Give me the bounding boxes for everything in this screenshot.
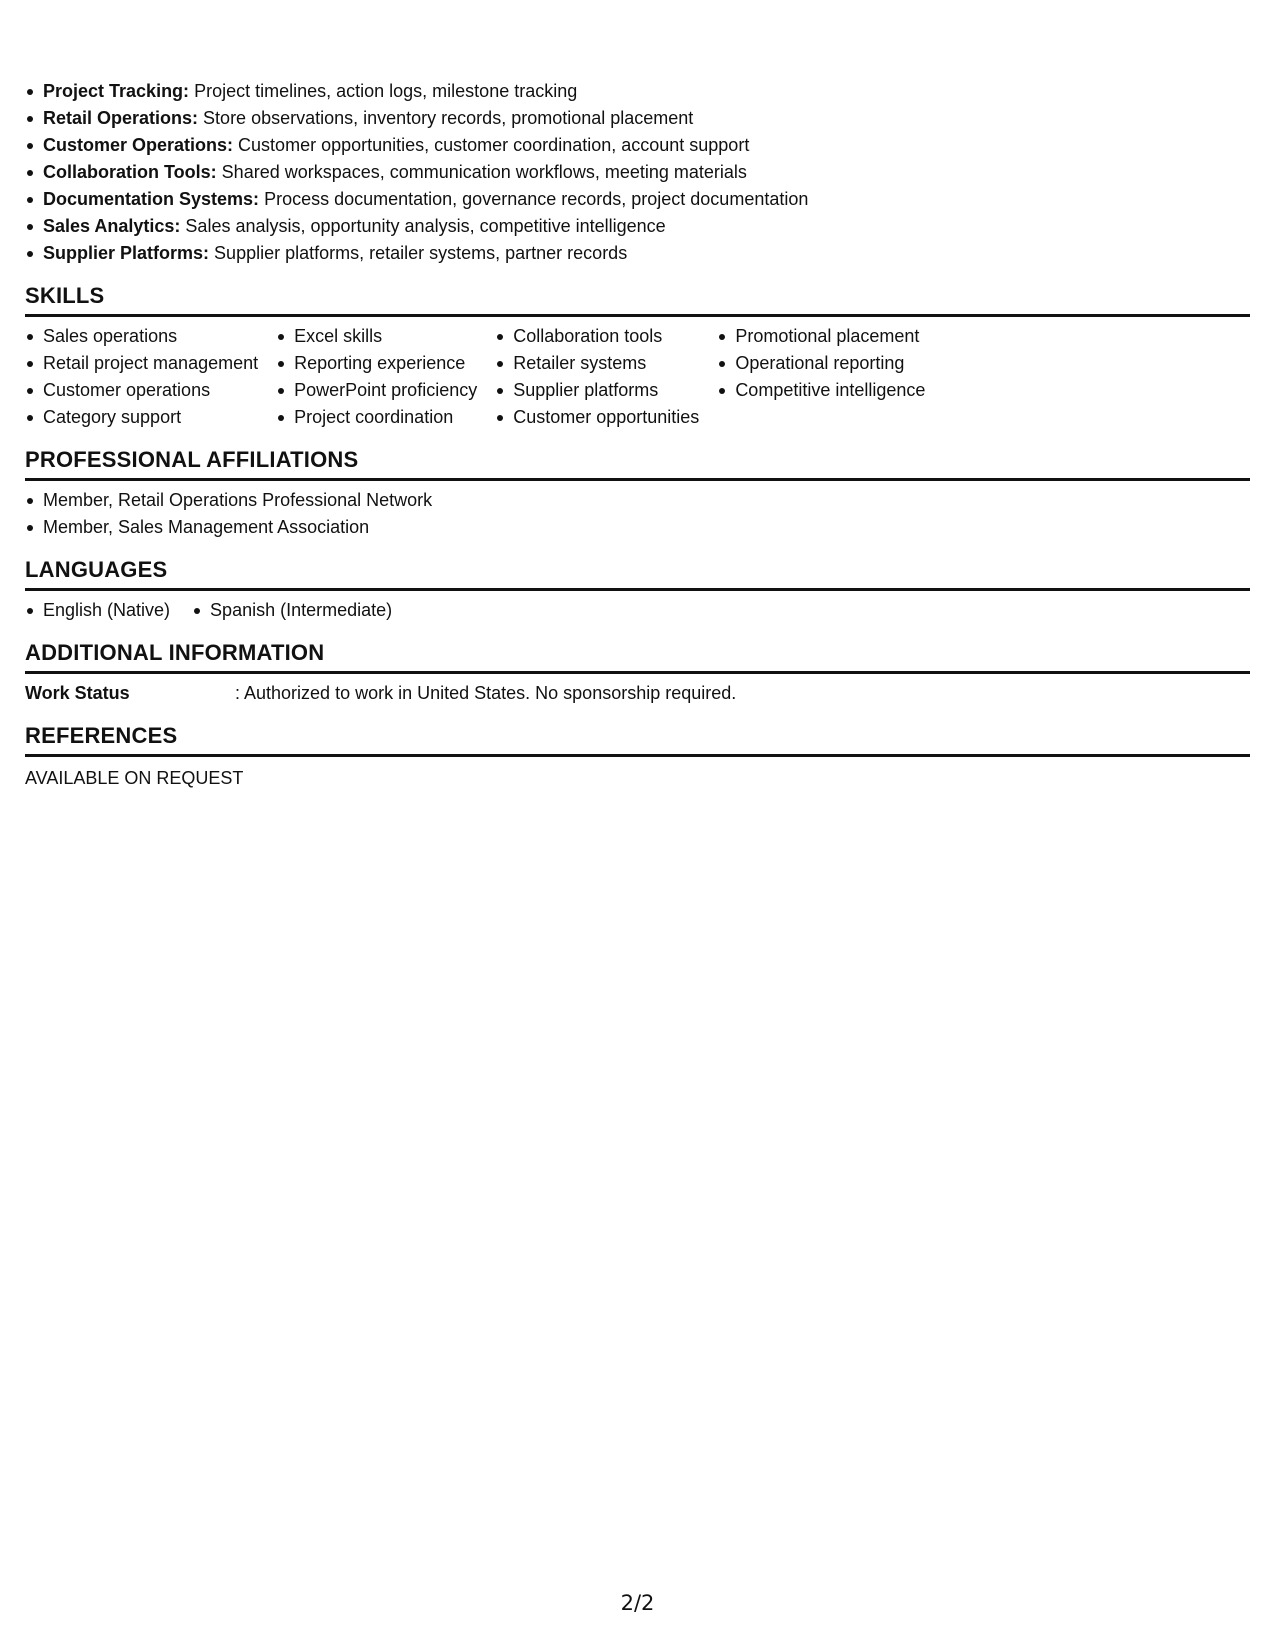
tool-detail: Sales analysis, opportunity analysis, competitive intelligence <box>185 216 666 236</box>
skills-column <box>25 323 258 431</box>
tool-item-retail-operations <box>25 105 1250 132</box>
skill-item: Customer operations <box>25 377 258 404</box>
references-heading: REFERENCES <box>25 722 1250 757</box>
skill-item: Customer opportunities <box>495 404 699 431</box>
tool-name: Sales Analytics: <box>43 216 181 236</box>
tool-item-customer-operations <box>25 132 1250 159</box>
skill-item: Sales operations <box>25 323 258 350</box>
skill-item: Collaboration tools <box>495 323 699 350</box>
tool-name: Retail Operations: <box>43 108 199 128</box>
tool-item-project-tracking <box>25 78 1250 105</box>
skill-item: Reporting experience <box>276 350 477 377</box>
affiliations-heading: PROFESSIONAL AFFILIATIONS <box>25 446 1250 481</box>
skill-item: PowerPoint proficiency <box>276 377 477 404</box>
skills-heading: SKILLS <box>25 282 1250 317</box>
affiliation-item: Member, Sales Management Association <box>25 514 1250 541</box>
additional-info-heading: ADDITIONAL INFORMATION <box>25 639 1250 674</box>
tool-detail: Supplier platforms, retailer systems, partner records <box>214 243 628 263</box>
tool-name: Project Tracking: <box>43 81 190 101</box>
affiliation-item: Member, Retail Operations Professional Network <box>25 487 1250 514</box>
language-item: Spanish (Intermediate) <box>192 597 392 624</box>
page-number: 2/2 <box>620 1591 655 1615</box>
tool-item-sales-analytics <box>25 213 1250 240</box>
skill-item: Operational reporting <box>717 350 925 377</box>
affiliations-list <box>25 487 1250 541</box>
skills-column <box>276 323 477 431</box>
tool-name: Customer Operations: <box>43 135 234 155</box>
work-status-row <box>25 680 1250 707</box>
tool-detail: Store observations, inventory records, promotional placement <box>203 108 694 128</box>
references-text: AVAILABLE ON REQUEST <box>25 768 244 788</box>
languages-heading: LANGUAGES <box>25 556 1250 591</box>
tool-detail: Shared workspaces, communication workflows, meeting materials <box>221 162 747 182</box>
tool-detail: Project timelines, action logs, milestone tracking <box>194 81 578 101</box>
skill-item: Competitive intelligence <box>717 377 925 404</box>
tool-detail: Process documentation, governance records, project documentation <box>264 189 809 209</box>
work-status-value: : Authorized to work in United States. No sponsorship required. <box>235 683 737 703</box>
resume-page <box>25 78 1250 792</box>
tool-name: Supplier Platforms: <box>43 243 210 263</box>
skill-item: Retailer systems <box>495 350 699 377</box>
skill-item: Supplier platforms <box>495 377 699 404</box>
tool-name: Collaboration Tools: <box>43 162 217 182</box>
tool-detail: Customer opportunities, customer coordination, account support <box>238 135 750 155</box>
work-status-label: Work Status <box>25 683 130 703</box>
skill-item: Promotional placement <box>717 323 925 350</box>
skills-column <box>717 323 925 431</box>
skills-grid <box>25 323 1250 431</box>
tool-name: Documentation Systems: <box>43 189 260 209</box>
skill-item: Excel skills <box>276 323 477 350</box>
tool-item-collaboration-tools <box>25 159 1250 186</box>
tool-item-supplier-platforms <box>25 240 1250 267</box>
skills-column <box>495 323 699 431</box>
tools-list <box>25 78 1250 267</box>
skill-item: Retail project management <box>25 350 258 377</box>
language-item: English (Native) <box>25 597 170 624</box>
tool-item-documentation-systems <box>25 186 1250 213</box>
skill-item: Project coordination <box>276 404 477 431</box>
skill-item: Category support <box>25 404 258 431</box>
languages-list <box>25 597 1250 624</box>
